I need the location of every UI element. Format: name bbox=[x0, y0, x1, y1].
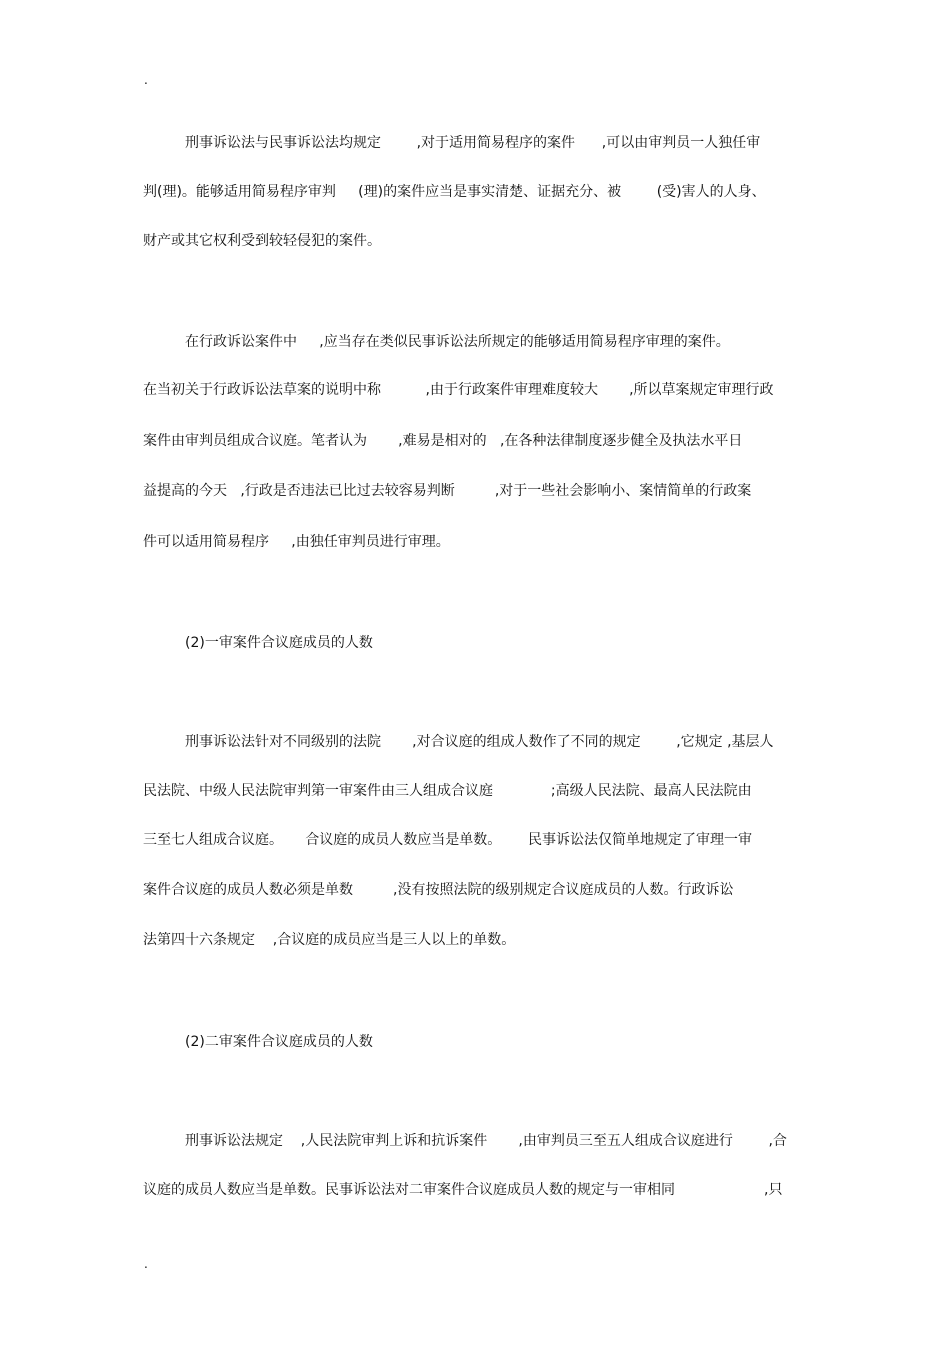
para2-line2: 在当初关于行政诉讼法草案的说明中称 ,由于行政案件审理难度较大 ,所以草案规定审理行政 bbox=[143, 382, 774, 398]
para1-line2: 判(理)。能够适用简易程序审判 (理)的案件应当是事实清楚、证据充分、被 (受)害人的人身、 bbox=[143, 184, 766, 200]
para1-line1: 刑事诉讼法与民事诉讼法均规定 ,对于适用简易程序的案件 ,可以由审判员一人独任审 bbox=[185, 135, 761, 151]
para2-line4: 益提高的今天 ,行政是否违法已比过去较容易判断 ,对于一些社会影响小、案情简单的行政案 bbox=[143, 483, 752, 499]
para4-line2: 议庭的成员人数应当是单数。民事诉讼法对二审案件合议庭成员人数的规定与一审相同 ,只 bbox=[143, 1182, 783, 1198]
para3-line3: 三至七人组成合议庭。 合议庭的成员人数应当是单数。 民事诉讼法仅简单地规定了审理一审 bbox=[143, 832, 752, 848]
para3-line2: 民法院、中级人民法院审判第一审案件由三人组成合议庭 ;高级人民法院、最高人民法院由 bbox=[143, 783, 752, 799]
para3-line1: 刑事诉讼法针对不同级别的法院 ,对合议庭的组成人数作了不同的规定 ,它规定 ,基层人 bbox=[185, 734, 774, 750]
para2-line1: 在行政诉讼案件中 ,应当存在类似民事诉讼法所规定的能够适用简易程序审理的案件。 bbox=[185, 334, 730, 350]
para3-line5: 法第四十六条规定 ,合议庭的成员应当是三人以上的单数。 bbox=[143, 932, 516, 948]
para2-line5: 件可以适用简易程序 ,由独任审判员进行审理。 bbox=[143, 534, 450, 550]
section-heading-second-instance: (2)二审案件合议庭成员的人数 bbox=[185, 1034, 373, 1050]
para3-line4: 案件合议庭的成员人数必须是单数 ,没有按照法院的级别规定合议庭成员的人数。行政诉讼 bbox=[143, 882, 734, 898]
page-bottom-mark: . bbox=[144, 1257, 148, 1271]
para2-line3: 案件由审判员组成合议庭。笔者认为 ,难易是相对的 ,在各种法律制度逐步健全及执法水平日 bbox=[143, 433, 743, 449]
page-top-mark: . bbox=[144, 73, 148, 87]
section-heading-first-instance: (2)一审案件合议庭成员的人数 bbox=[185, 635, 373, 651]
para4-line1: 刑事诉讼法规定 ,人民法院审判上诉和抗诉案件 ,由审判员三至五人组成合议庭进行 ,合 bbox=[185, 1133, 787, 1149]
para1-line3: 财产或其它权利受到较轻侵犯的案件。 bbox=[143, 233, 381, 249]
